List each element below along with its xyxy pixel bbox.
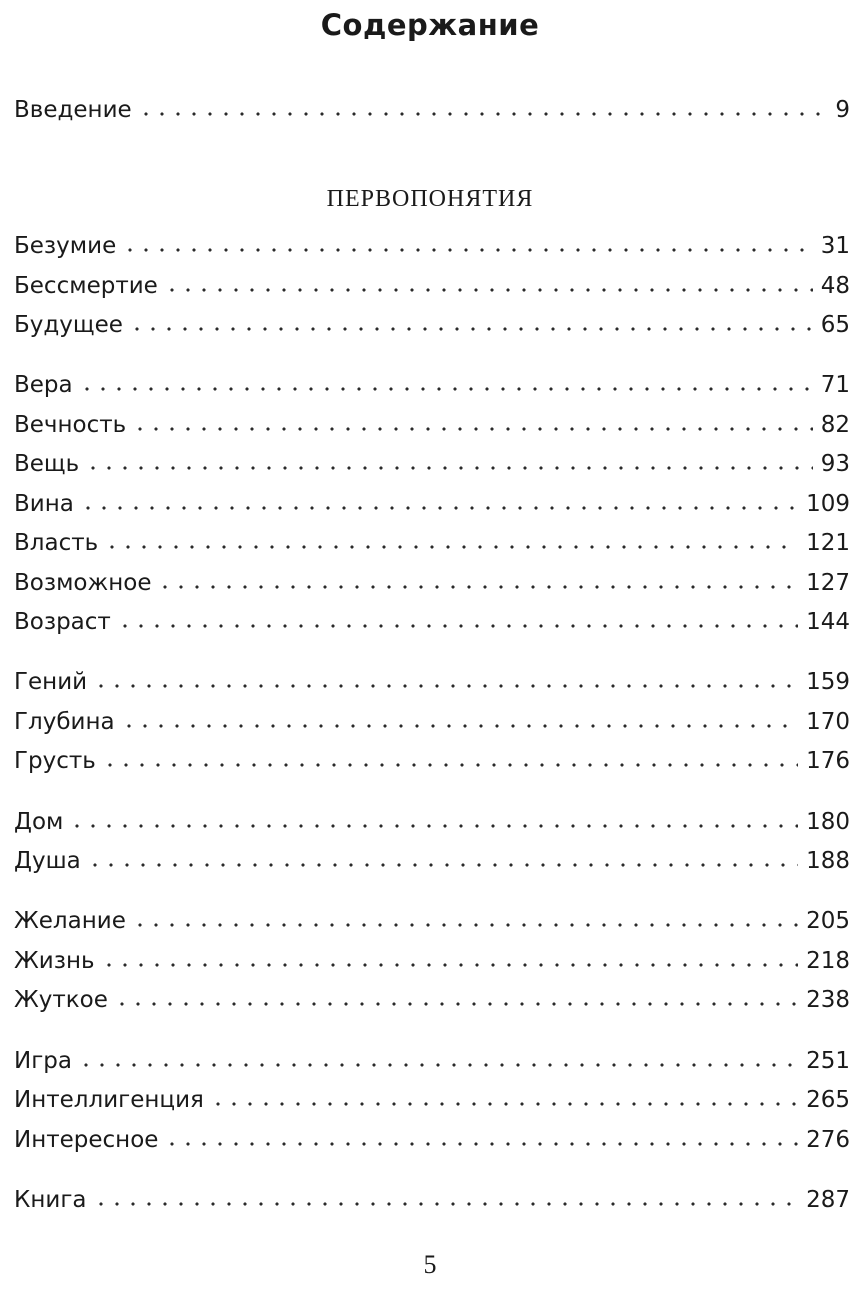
toc-entry-page: 127: [806, 570, 850, 596]
dot-leader: [102, 763, 798, 767]
toc-entry-page: 276: [806, 1127, 850, 1153]
toc-entry: [14, 570, 850, 602]
toc-entry: [14, 451, 850, 483]
toc-entry-page: 180: [806, 809, 850, 835]
toc-entry: [14, 709, 850, 741]
toc-entry-page: 188: [806, 848, 850, 874]
toc-entry-label: Вещь: [14, 451, 80, 477]
dot-leader: [104, 545, 798, 549]
toc-entry: [14, 609, 850, 641]
dot-leader: [80, 506, 798, 510]
toc-entry-page: 93: [820, 451, 850, 477]
toc-entry: [14, 948, 850, 980]
toc-entry-label: Игра: [14, 1048, 72, 1074]
toc-entry-intro: [14, 97, 850, 129]
toc-entry-label: Возможное: [14, 570, 152, 596]
dot-leader: [93, 1202, 799, 1206]
toc-entry-page: 48: [820, 273, 850, 299]
section-title: ПЕРВОПОНЯТИЯ: [326, 186, 534, 212]
toc-entry-label: Вера: [14, 372, 73, 398]
dot-leader: [164, 288, 813, 292]
toc-entry-page: 159: [806, 669, 850, 695]
toc-entry-page: 176: [806, 748, 850, 774]
dot-leader: [122, 248, 812, 252]
toc-entry-page: 31: [820, 233, 850, 259]
toc-entry: [14, 491, 850, 523]
toc-entry-page: 109: [806, 491, 850, 517]
toc-entry-label: Будущее: [14, 312, 123, 338]
toc-entry-page: 287: [806, 1187, 850, 1213]
dot-leader: [132, 923, 798, 927]
dot-leader: [121, 724, 798, 728]
dot-leader: [79, 387, 813, 391]
toc-entry-page: 170: [806, 709, 850, 735]
toc-entry-label: Бессмертие: [14, 273, 158, 299]
toc-entry: [14, 908, 850, 940]
toc-entry: [14, 1127, 850, 1159]
toc-entry-page: 71: [820, 372, 850, 398]
toc-entry-page: 205: [806, 908, 850, 934]
toc-entry: [14, 669, 850, 701]
toc-entry-label: Грусть: [14, 748, 96, 774]
toc-entry: [14, 530, 850, 562]
toc-entry-label: Книга: [14, 1187, 87, 1213]
toc-entry-label: Вина: [14, 491, 74, 517]
toc-entry: [14, 372, 850, 404]
dot-leader: [210, 1102, 798, 1106]
toc-entry: [14, 1048, 850, 1080]
toc-entry-label: Дом: [14, 809, 64, 835]
dot-leader: [101, 963, 799, 967]
toc-entry: [14, 412, 850, 444]
toc-entry-page: 144: [806, 609, 850, 635]
toc-entry: [14, 1087, 850, 1119]
toc-entry-page: 65: [820, 312, 850, 338]
toc-entry-page: 265: [806, 1087, 850, 1113]
toc-entry-label: Интеллигенция: [14, 1087, 204, 1113]
toc-entry: [14, 233, 850, 265]
toc-entry: [14, 748, 850, 780]
dot-leader: [85, 466, 813, 470]
toc-entry-label: Глубина: [14, 709, 115, 735]
page-number: 5: [423, 1250, 437, 1279]
toc-entry-page: 82: [820, 412, 850, 438]
toc-entry-page: 9: [835, 97, 850, 123]
page-title: Содержание: [320, 8, 540, 42]
toc-entry-label: Введение: [14, 97, 132, 123]
toc-entry-label: Душа: [14, 848, 81, 874]
dot-leader: [164, 1142, 798, 1146]
dot-leader: [129, 327, 813, 331]
toc-entry-label: Жизнь: [14, 948, 95, 974]
toc-entry-page: 251: [806, 1048, 850, 1074]
dot-leader: [138, 112, 828, 116]
toc-entry-label: Власть: [14, 530, 99, 556]
toc-entry: [14, 312, 850, 344]
dot-leader: [87, 863, 798, 867]
toc-entry-page: 121: [806, 530, 850, 556]
toc-entry: [14, 809, 850, 841]
toc-entry-label: Гений: [14, 669, 88, 695]
toc-entry: [14, 1187, 850, 1219]
dot-leader: [93, 684, 798, 688]
dot-leader: [157, 585, 798, 589]
toc-entry-label: Безумие: [14, 233, 117, 259]
toc-entry-label: Возраст: [14, 609, 111, 635]
toc-entry: [14, 987, 850, 1019]
dot-leader: [132, 427, 812, 431]
toc-entry-label: Жуткое: [14, 987, 108, 1013]
toc-entry: [14, 273, 850, 305]
dot-leader: [117, 624, 798, 628]
toc-entry-label: Интересное: [14, 1127, 159, 1153]
toc-entry-page: 218: [806, 948, 850, 974]
toc-entry-label: Вечность: [14, 412, 127, 438]
dot-leader: [78, 1063, 798, 1067]
toc-entry: [14, 848, 850, 880]
dot-leader: [114, 1002, 798, 1006]
dot-leader: [69, 824, 798, 828]
toc-entry-label: Желание: [14, 908, 126, 934]
toc-entry-page: 238: [806, 987, 850, 1013]
